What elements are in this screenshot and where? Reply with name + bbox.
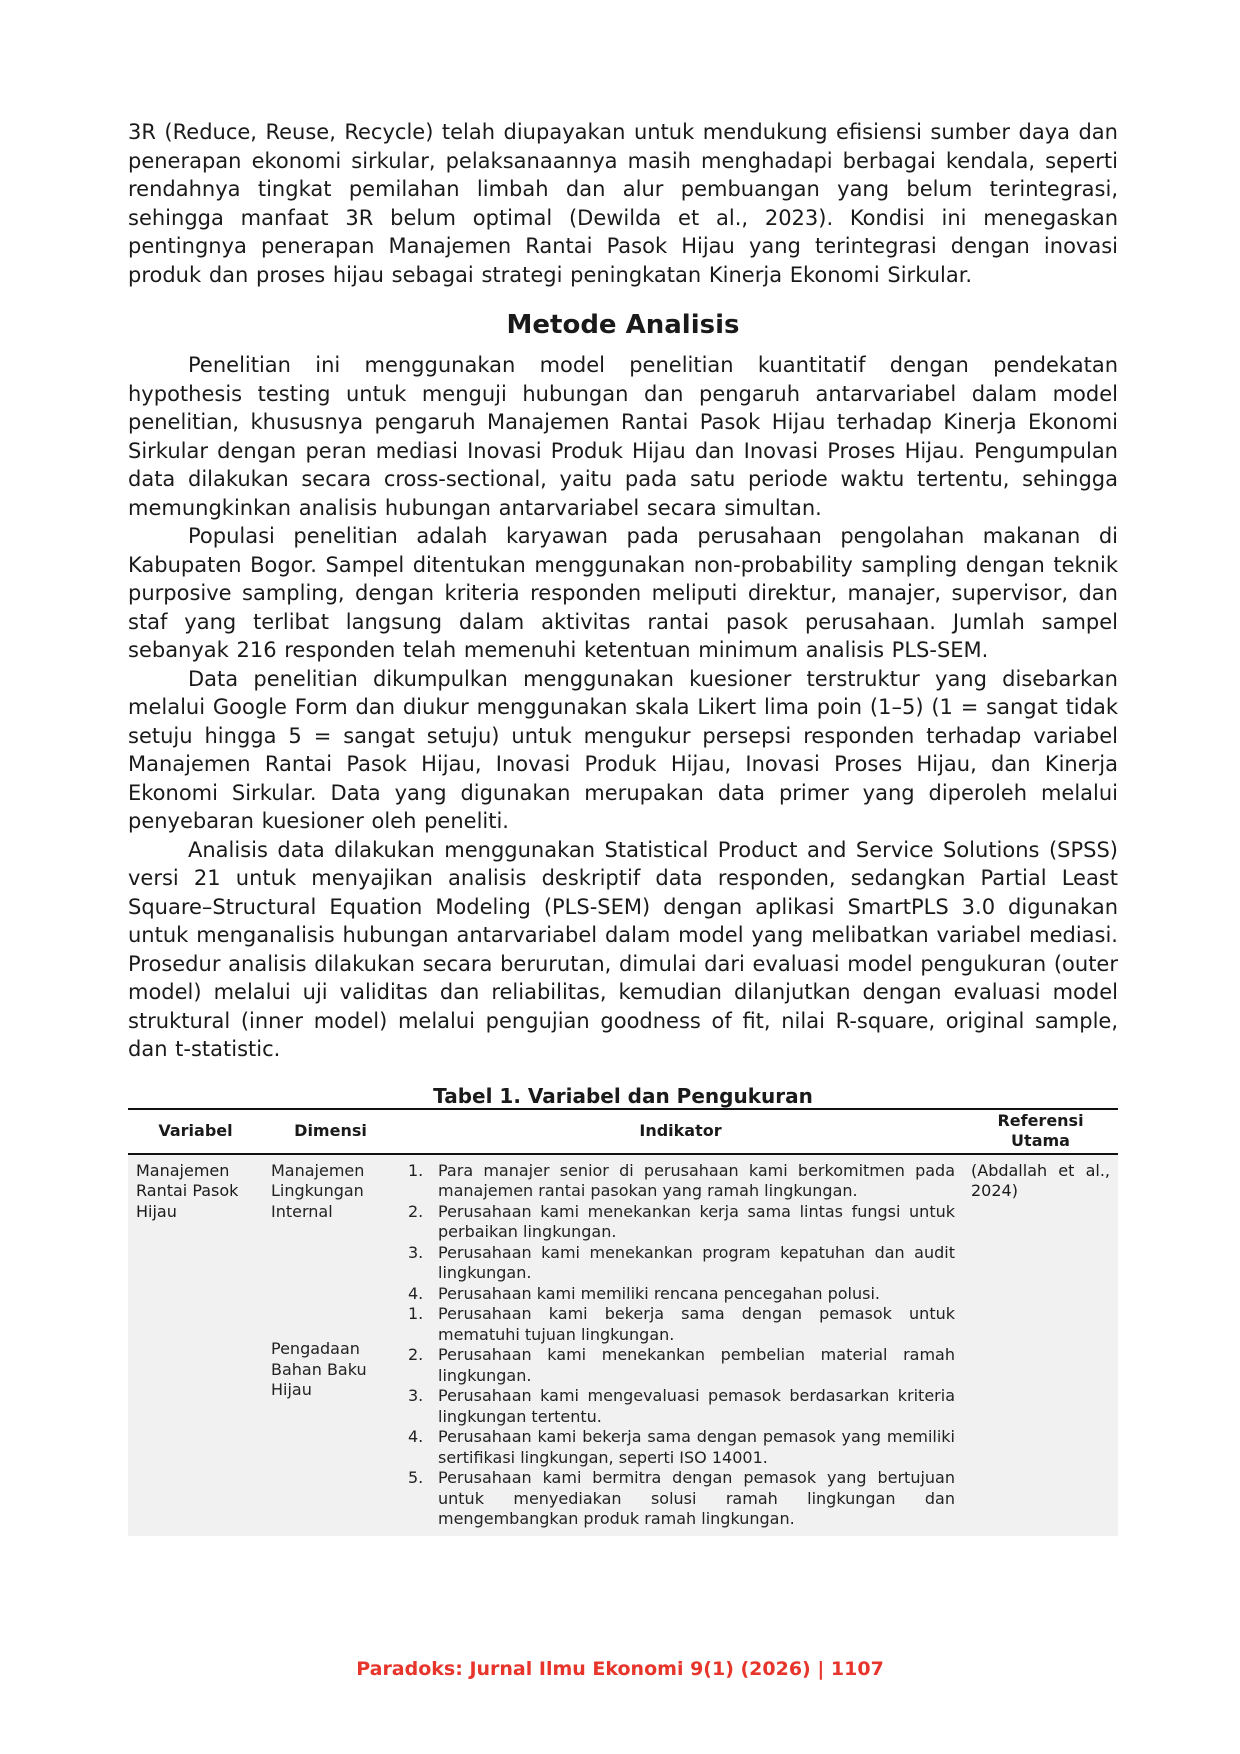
header-referensi: Referensi Utama [963,1109,1118,1154]
list-item: 2. Perusahaan kami menekankan kerja sama lintas fungsi untuk perbaikan lingkungan. [408,1201,955,1241]
list-item: 1. Perusahaan kami bekerja sama dengan pemasok untuk mematuhi tujuan lingkungan. [408,1304,955,1344]
list-item: 3. Perusahaan kami mengevaluasi pemasok berdasarkan kriteria lingkungan tertentu. [408,1386,955,1426]
table-caption: Tabel 1. Variabel dan Pengukuran [433,1083,813,1108]
dimension-procurement: Pengadaan Bahan Baku Hijau [271,1339,367,1399]
indicator-list-procurement [406,1304,955,1530]
cell-indicators [398,1154,963,1536]
paragraph-population: Populasi penelitian adalah karyawan pada perusahaan pengolahan makanan di Kabupaten Bogor. Sampel ditentukan menggunakan non-probability sampling dengan teknik purposive sampling, dengan kriteria responden meliputi direktur, manajer, supervisor, dan staf yang terlibat langsung dalam aktivitas rantai pasok perusahaan. Jumlah sampel sebanyak 216 responden telah memenuhi ketentuan minimum analisis PLS-SEM. [128,524,1118,662]
indicator-list-internal [406,1161,955,1305]
paragraph-method: Penelitian ini menggunakan model penelitian kuantitatif dengan pendekatan hypothesis testing untuk menguji hubungan dan pengaruh antarvariabel dalam model penelitian, khususnya pengaruh Manajemen Rantai Pasok Hijau terhadap Kinerja Ekonomi Sirkular dengan peran mediasi Inovasi Produk Hijau dan Inovasi Proses Hijau. Pengumpulan data dilakukan secara cross-sectional, yaitu pada satu periode waktu tertentu, sehingga memungkinkan analisis hubungan antarvariabel secara simultan. [128,353,1118,520]
list-item: 2. Perusahaan kami menekankan pembelian material ramah lingkungan. [408,1345,955,1385]
cell-variable: Manajemen Rantai Pasok Hijau [128,1154,263,1536]
list-item: 3. Perusahaan kami menekankan program kepatuhan dan audit lingkungan. [408,1242,955,1282]
list-item: 5. Perusahaan kami bermitra dengan pemasok yang bertujuan untuk menyediakan solusi ramah lingkungan dan mengembangkan produk ramah lingkungan. [408,1468,955,1528]
journal-footer: Paradoks: Jurnal Ilmu Ekonomi 9(1) (2026) | 1107 [356,1658,884,1680]
list-item: 4. Perusahaan kami memiliki rencana pencegahan polusi. [408,1283,880,1303]
header-variabel: Variabel [128,1109,263,1154]
header-indikator: Indikator [398,1109,963,1154]
cell-dimensions [263,1154,398,1536]
intro-paragraph: 3R (Reduce, Reuse, Recycle) telah diupayakan untuk mendukung efisiensi sumber daya dan penerapan ekonomi sirkular, pelaksanaannya masih menghadapi berbagai kendala, seperti rendahnya tingkat pemilahan limbah dan alur pembuangan yang belum terintegrasi, sehingga manfaat 3R belum optimal (Dewilda et al., 2023). Kondisi ini menegaskan pentingnya penerapan Manajemen Rantai Pasok Hijau yang terintegrasi dengan inovasi produk dan proses hijau sebagai strategi peningkatan Kinerja Ekonomi Sirkular. [128,120,1118,287]
variables-table [128,1108,1118,1536]
list-item: 4. Perusahaan kami bekerja sama dengan pemasok yang memiliki sertifikasi lingkungan, seperti ISO 14001. [408,1427,955,1467]
table-row [128,1154,1118,1536]
table-header-row [128,1109,1118,1154]
header-dimensi: Dimensi [263,1109,398,1154]
dimension-internal: Manajemen Lingkungan Internal [271,1160,365,1221]
section-title: Metode Analisis [506,310,740,340]
list-item: 1. Para manajer senior di perusahaan kami berkomitmen pada manajemen rantai pasokan yang ramah lingkungan. [408,1160,955,1200]
paragraph-data-collection: Data penelitian dikumpulkan menggunakan kuesioner terstruktur yang disebarkan melalui Google Form dan diukur menggunakan skala Likert lima poin (1–5) (1 = sangat tidak setuju hingga 5 = sangat setuju) untuk mengukur persepsi responden terhadap variabel Manajemen Rantai Pasok Hijau, Inovasi Produk Hijau, Inovasi Proses Hijau, dan Kinerja Ekonomi Sirkular. Data yang digunakan merupakan data primer yang diperoleh melalui penyebaran kuesioner oleh peneliti. [128,666,1118,833]
paragraph-analysis: Analisis data dilakukan menggunakan Statistical Product and Service Solutions (SPSS) versi 21 untuk menyajikan analisis deskriptif data responden, sedangkan Partial Least Square–Structural Equation Modeling (PLS-SEM) dengan aplikasi SmartPLS 3.0 digunakan untuk menganalisis hubungan antarvariabel dalam model yang melibatkan variabel mediasi. Prosedur analisis dilakukan secara berurutan, dimulai dari evaluasi model pengukuran (outer model) melalui uji validitas dan reliabilitas, kemudian dilanjutkan dengan evaluasi model struktural (inner model) melalui pengujian goodness of fit, nilai R-square, original sample, dan t-statistic. [128,837,1118,1061]
page-body [128,118,1118,1536]
cell-reference: (Abdallah et al., 2024) [963,1154,1118,1536]
